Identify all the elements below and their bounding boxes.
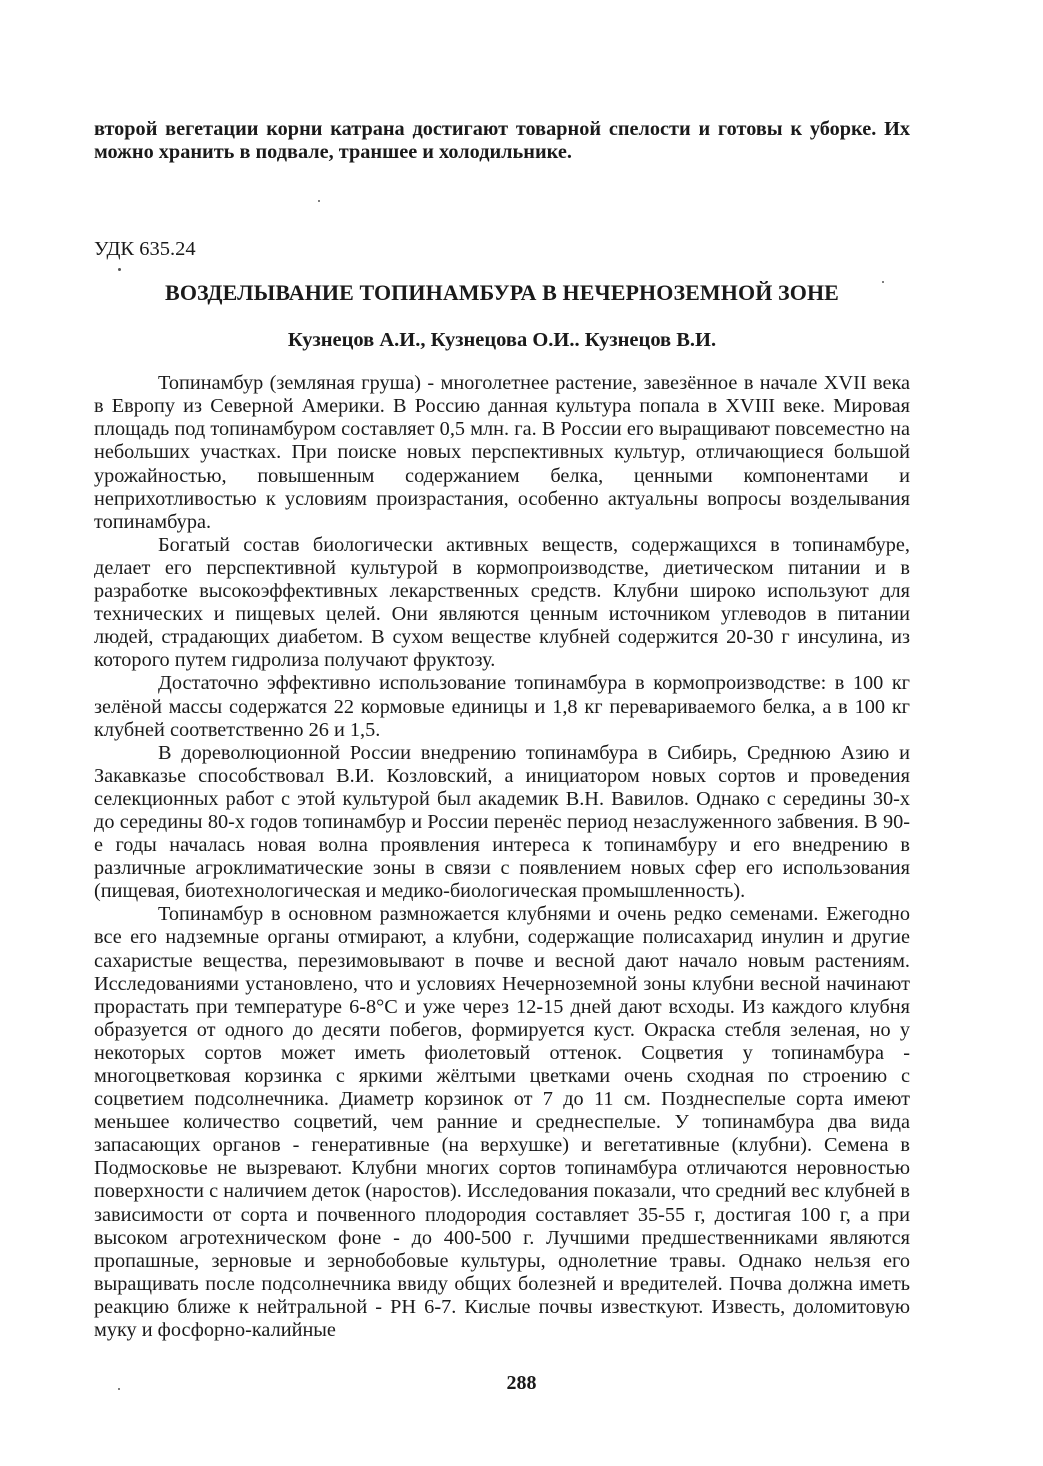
paragraph: Топинамбур в основном размножается клубнями и очень редко семенами. Ежегодно все его надземные органы отмирают, а клубни, содержащие полисахарид инулин и другие сахаристые вещества, перезимовывают в почве и весной дают начало новым растениям. Исследованиями установлено, что и условиях Нечерноземной зоны клубни весной начинают прорастать при температуре 6-8°С и уже через 12-15 дней дают всходы. Из каждого клубня образуется от одного до десяти побегов, формируется куст. Окраска стебля зеленая, но у некоторых сортов может иметь фиолетовый оттенок. Соцветия у топинамбура - многоцветковая корзинка с яркими жёлтыми цветками очень сходная по строению с соцветием подсолнечника. Диаметр корзинок от 7 до 11 см. Позднеспелые сорта имеют меньшее количество соцветий, чем ранние и среднеспелые. У топинамбура два вида запасающих органов - генеративные (на верхушке) и вегетативные (клубни). Семена в Подмосковье не вызревают. Клубни многих сортов топинамбура отличаются неровностью поверхности с наличием деток (наростов). Исследования показали, что средний вес клубней в зависимости от сорта и почвенного плодородия составляет 35-55 г, достигая 100 г, а при высоком агротехническом фоне - до 400-500 г. Лучшими предшественниками являются пропашные, зерновые и зернобобовые культуры, однолетние травы. Однако нельзя его выращивать после подсолнечника ввиду общих болезней и вредителей. Почва должна иметь реакцию ближе к нейтральной - РН 6-7. Кислые почвы известкуют. Известь, доломитовую муку и фосфорно-калийные — [94, 903, 910, 1342]
intro-text: второй вегетации корни катрана достигают товарной спелости и готовы к уборке. Их можно хранить в подвале, траншее и холодильнике. — [94, 118, 910, 164]
paragraph: В дореволюционной России внедрению топинамбура в Сибирь, Среднюю Азию и Закавказье способствовал В.И. Козловский, а инициатором новых сортов и проведения селекционных работ с этой культурой был академик В.Н. Вавилов. Однако с середины 30-х до середины 80-х годов топинамбур и России перенёс период незаслуженного забвения. В 90-е годы началась новая волна проявления интереса к топинамбуру и его внедрению в различные агроклиматические зоны в связи с появлением новых сфер его использования (пищевая, биотехнологическая и медико-биологическая промышленность). — [94, 741, 910, 903]
page-number: 288 — [506, 1372, 537, 1394]
scan-speck — [118, 268, 121, 271]
scan-speck — [118, 1388, 120, 1390]
article-authors: Кузнецов А.И., Кузнецова О.И.. Кузнецов В.И. — [287, 329, 717, 352]
document-page — [94, 118, 910, 1342]
article-body — [94, 372, 910, 1342]
scan-speck — [882, 281, 884, 283]
udk-code: УДК 635.24 — [94, 238, 196, 261]
article-title: ВОЗДЕЛЫВАНИЕ ТОПИНАМБУРА В НЕЧЕРНОЗЕМНОЙ ЗОНЕ — [165, 280, 839, 306]
paragraph: Богатый состав биологически активных веществ, содержащихся в топинамбуре, делает его перспективной культурой в кормопроизводстве, диетическом питании и в разработке высокоэффективных лекарственных средств. Клубни широко используют для технических и пищевых целей. Они являются ценным источником углеводов в питании людей, страдающих диабетом. В сухом веществе клубней содержится 20-30 г инсулина, из которого путем гидролиза получают фруктозу. — [94, 533, 910, 672]
paragraph: Достаточно эффективно использование топинамбура в кормопроизводстве: в 100 кг зелёной массы содержатся 22 кормовые единицы и 1,8 кг перевариваемого белка, а в 100 кг клубней соответственно 26 и 1,5. — [94, 672, 910, 741]
scan-speck — [318, 200, 320, 202]
paragraph: Топинамбур (земляная груша) - многолетнее растение, завезённое в начале XVII века в Европу из Северной Америки. В Россию данная культура попала в XVIII веке. Мировая площадь под топинамбуром составляет 0,5 млн. га. В России его выращивают повсеместно на небольших участках. При поиске новых перспективных культур, отличающиеся большой урожайностью, повышенным содержанием белка, ценными компонентами и неприхотливостью к условиям произрастания, особенно актуальны вопросы возделывания топинамбура. — [94, 372, 910, 533]
